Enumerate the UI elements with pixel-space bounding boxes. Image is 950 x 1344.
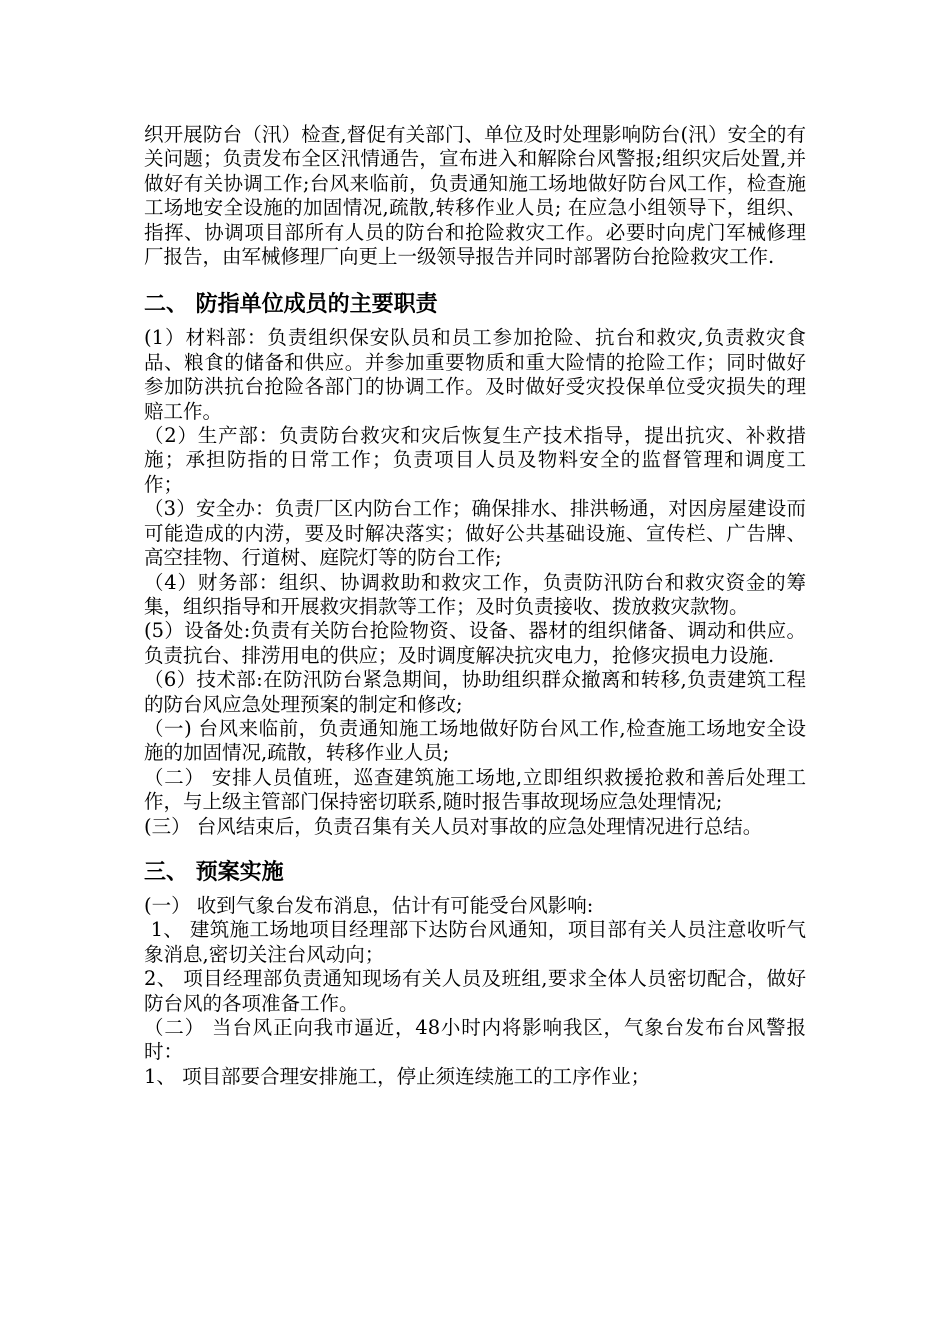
implementation-stage-1-step-2: 2、 项目经理部负责通知现场有关人员及班组,要求全体人员密切配合，做好防台风的各项准备工作。 (144, 967, 806, 1015)
duty-finance: （4）财务部：组织、协调救助和救灾工作，负责防汛防台和救灾资金的筹集，组织指导和开展救灾捐款等工作；及时负责接收、拨放救灾款物。 (144, 570, 806, 618)
implementation-stage-1: (一） 收到气象台发布消息，估计有可能受台风影响: (144, 893, 594, 917)
duty-production: （2）生产部：负责防台救灾和灾后恢复生产技术指导，提出抗灾、补救措施；承担防指的日常工作；负责项目人员及物料安全的监督管理和调度工作； (144, 424, 806, 496)
intro-paragraph: 织开展防台（汛）检查,督促有关部门、单位及时处理影响防台(汛）安全的有关问题；负责发布全区汛情通告，宣布进入和解除台风警报;组织灾后处置,并做好有关协调工作;台风来临前，负责通知施工场地做好防台风工作，检查施工场地安全设施的加固情况,疏散,转移作业人员; 在应急小组领导下，组织、指挥、协调项目部所有人员的防台和抢险救灾工作。必要时向虎门军械修理厂报告，由军械修理厂向更上一级领导报告并同时部署防台抢险救灾工作. (144, 123, 806, 269)
duty-materials: (1）材料部：负责组织保安队员和员工参加抢险、抗台和救灾,负责救灾食品、粮食的储备和供应。并参加重要物质和重大险情的抢险工作；同时做好参加防洪抗台抢险各部门的协调工作。及时做好受灾投保单位受灾损失的理赔工作。 (144, 326, 806, 423)
implementation-stage-2: （二） 当台风正向我市逼近，48小时内将影响我区，气象台发布台风警报时： (144, 1016, 806, 1064)
implementation-stage-1-step-1: 1、 建筑施工场地项目经理部下达防台风通知，项目部有关人员注意收听气象消息,密切关注台风动向； (144, 918, 806, 966)
duty-technical-item-2: （二） 安排人员值班，巡查建筑施工场地,立即组织救援抢救和善后处理工作，与上级主管部门保持密切联系,随时报告事故现场应急处理情况; (144, 765, 806, 814)
document-body (144, 123, 806, 1089)
duty-technical-item-1: （一) 台风来临前，负责通知施工场地做好防台风工作,检查施工场地安全设施的加固情况,疏散，转移作业人员; (144, 716, 806, 765)
implementation-stage-2-step-1: 1、 项目部要合理安排施工，停止须连续施工的工序作业； (144, 1064, 651, 1088)
section-heading-duties: 二、 防指单位成员的主要职责 (144, 292, 438, 318)
duty-technical: （6）技术部:在防汛防台紧急期间，协助组织群众撤离和转移,负责建筑工程的防台风应急处理预案的制定和修改; (144, 668, 806, 716)
duty-safety: （3）安全办：负责厂区内防台工作；确保排水、排洪畅通，对因房屋建设而可能造成的内涝，要及时解决落实；做好公共基础设施、宣传栏、广告牌、高空挂物、行道树、庭院灯等的防台工作; (144, 497, 806, 570)
duty-equipment: (5）设备处:负责有关防台抢险物资、设备、器材的组织储备、调动和供应。负责抗台、排涝用电的供应；及时调度解决抗灾电力，抢修灾损电力设施. (144, 619, 806, 667)
duty-technical-item-3: (三） 台风结束后，负责召集有关人员对事故的应急处理情况进行总结。 (144, 814, 763, 838)
section-heading-implementation: 三、 预案实施 (144, 859, 284, 885)
